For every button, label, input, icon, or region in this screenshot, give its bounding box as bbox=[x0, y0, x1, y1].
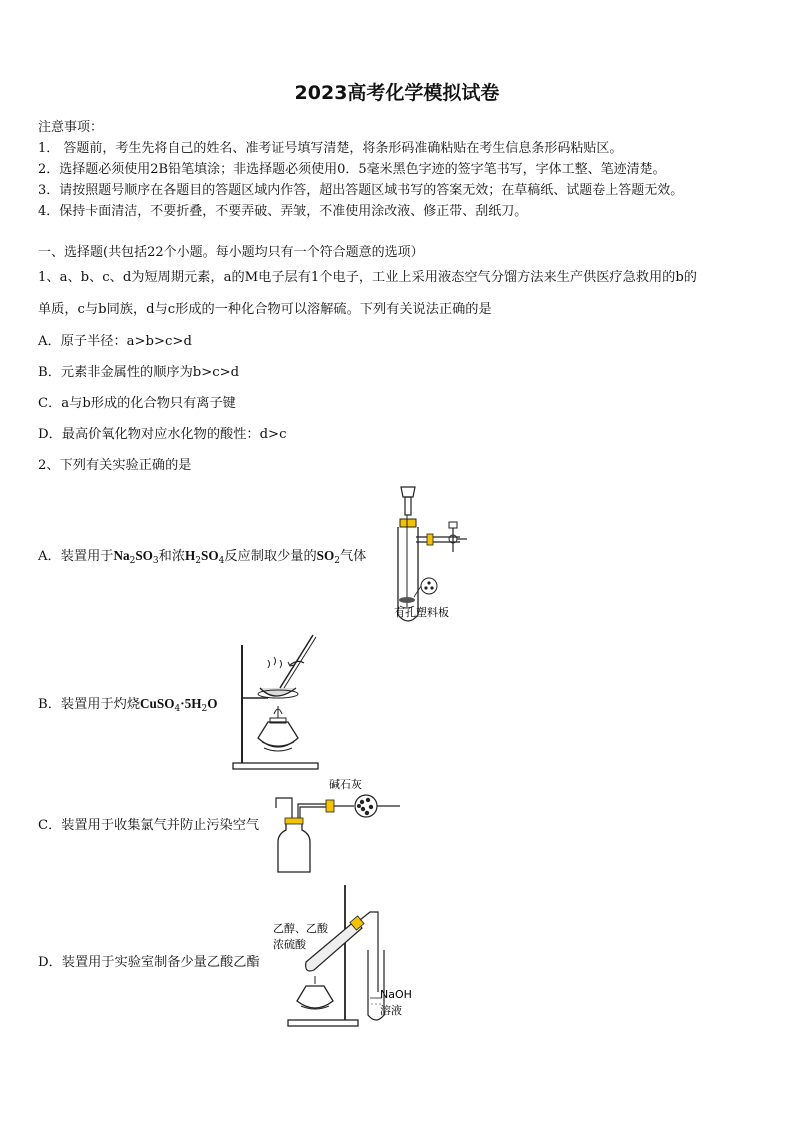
q1-stem-line1: 1、a、b、c、d为短周期元素，a的M电子层有1个电子，工业上采用液态空气分馏方法来生产供医疗急救用的b的 bbox=[38, 270, 697, 285]
notice-item-1: 1． 答题前，考生先将自己的姓名、准考证号填写清楚，将条形码准确粘贴在考生信息条形码粘贴区。 bbox=[38, 141, 623, 156]
notice-heading: 注意事项： bbox=[38, 120, 104, 135]
apparatus-d-label-3: NaOH bbox=[380, 988, 412, 1001]
q1-option-a: A．原子半径：a>b>c>d bbox=[38, 334, 192, 349]
apparatus-d-label-4: 溶液 bbox=[380, 1004, 402, 1017]
apparatus-a-label: 有孔塑料板 bbox=[394, 606, 449, 619]
apparatus-d-label-1: 乙醇、乙酸 bbox=[273, 922, 328, 935]
apparatus-d-figure bbox=[270, 880, 420, 1030]
apparatus-c-figure bbox=[270, 772, 405, 874]
q2-option-c: C．装置用于收集氯气并防止污染空气 bbox=[38, 818, 260, 833]
apparatus-b-figure bbox=[228, 630, 333, 772]
q1-stem-line2: 单质，c与b同族，d与c形成的一种化合物可以溶解硫。下列有关说法正确的是 bbox=[38, 302, 492, 317]
q1-option-b: B．元素非金属性的顺序为b>c>d bbox=[38, 365, 240, 380]
q2-option-a: A．装置用于$Na_2SO_3$和浓$H_2SO_4$反应制取少量的$SO_2$气体 bbox=[38, 548, 367, 566]
notice-item-3: 3．请按照题号顺序在各题目的答题区域内作答，超出答题区域书写的答案无效；在草稿纸、试题卷上答题无效。 bbox=[38, 183, 684, 198]
q1-option-c: C．a与b形成的化合物只有离子键 bbox=[38, 396, 236, 411]
q2-option-b: B．装置用于灼烧$CuSO_4\cdot 5H_2O$ bbox=[38, 696, 218, 714]
q2-stem: 2、下列有关实验正确的是 bbox=[38, 458, 192, 473]
section-heading: 一、选择题(共包括22个小题。每小题均只有一个符合题意的选项） bbox=[38, 245, 424, 260]
notice-item-4: 4．保持卡面清洁，不要折叠，不要弄破、弄皱，不准使用涂改液、修正带、刮纸刀。 bbox=[38, 204, 528, 219]
page-title: 2023高考化学模拟试卷 bbox=[294, 82, 500, 104]
notice-item-2: 2．选择题必须使用2B铅笔填涂；非选择题必须使用0．5毫米黑色字迹的签字笔书写，字体工整、笔迹清楚。 bbox=[38, 162, 666, 177]
apparatus-d-label-2: 浓硫酸 bbox=[273, 938, 306, 951]
apparatus-c-label: 碱石灰 bbox=[329, 778, 362, 791]
q2-option-d: D．装置用于实验室制备少量乙酸乙酯 bbox=[38, 955, 260, 970]
q1-option-d: D．最高价氧化物对应水化物的酸性：d>c bbox=[38, 427, 287, 442]
apparatus-a-figure bbox=[385, 482, 495, 632]
